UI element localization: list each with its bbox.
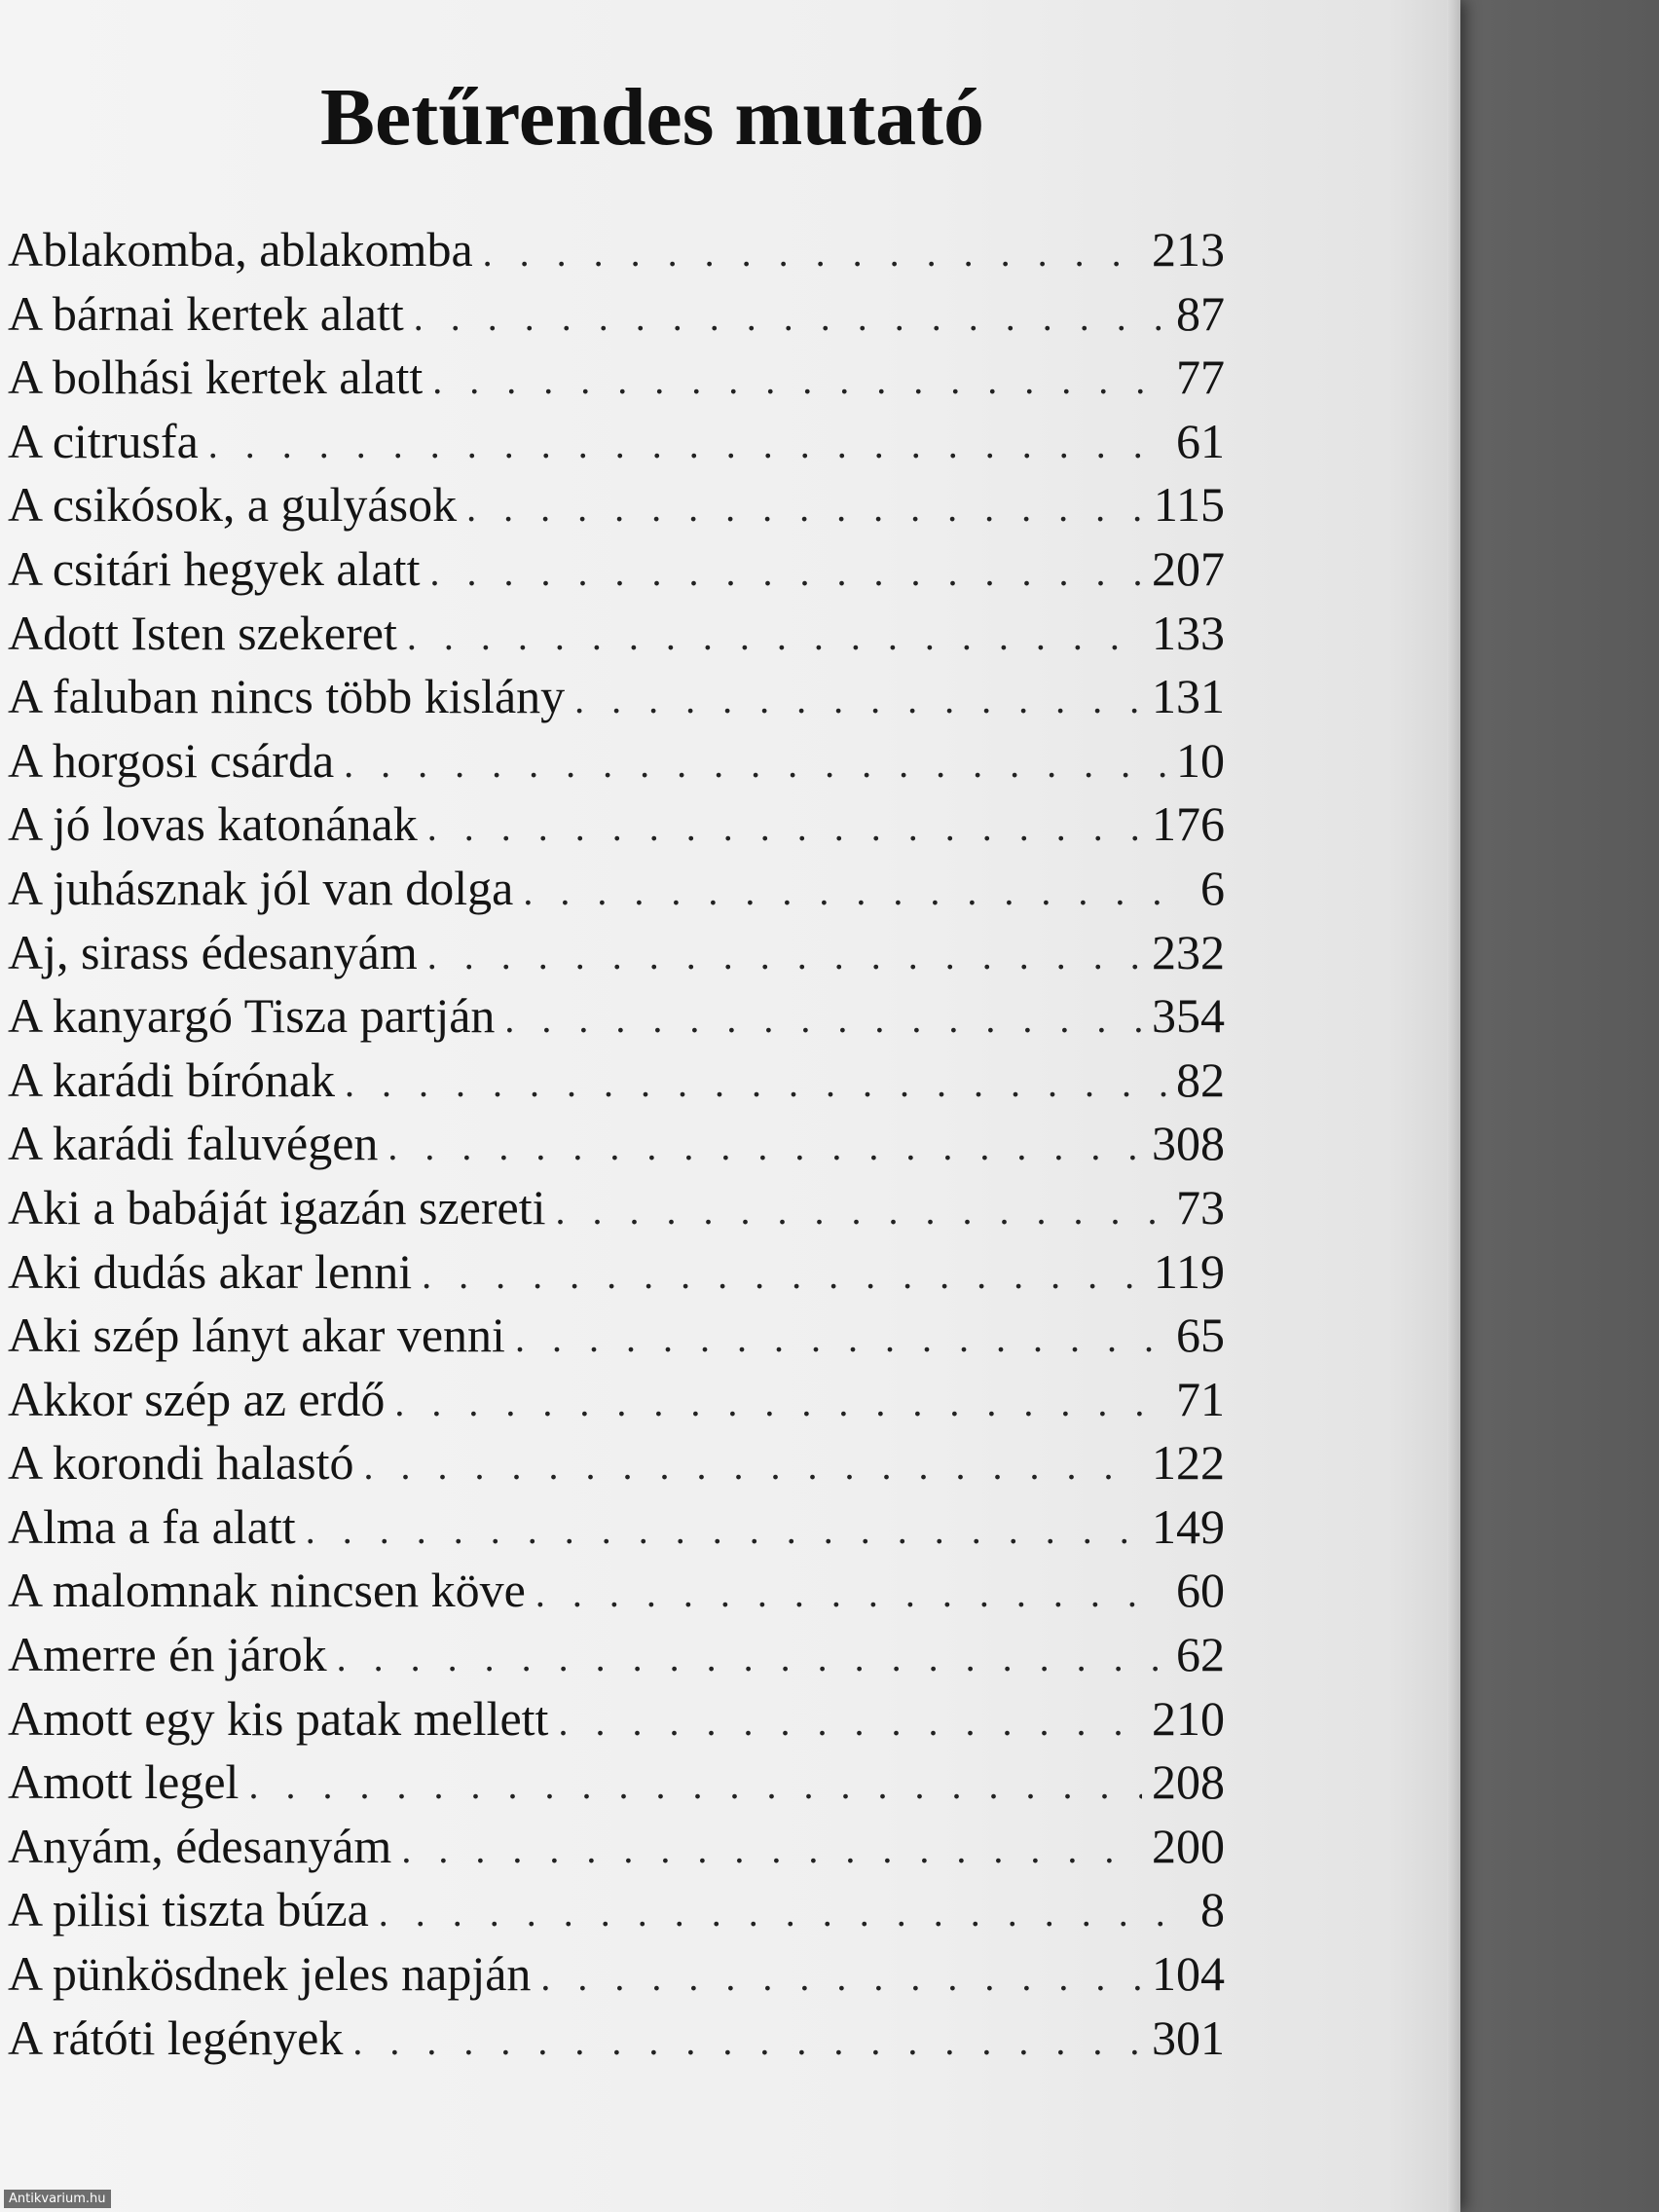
index-entry (8, 1049, 1225, 1113)
entry-title: Akkor szép az erdő (8, 1371, 386, 1426)
dot-leader (394, 1371, 1166, 1435)
entry-title: A pünkösdnek jeles napján (8, 1946, 532, 2002)
entry-title: A csitári hegyek alatt (8, 540, 421, 596)
entry-page-number: 71 (1176, 1371, 1225, 1426)
index-entry (8, 1559, 1225, 1623)
entry-page-number: 104 (1152, 1946, 1225, 2002)
entry-title: A csikósok, a gulyások (8, 477, 458, 533)
entry-page-number: 122 (1152, 1435, 1225, 1491)
dot-leader (306, 1498, 1142, 1563)
entry-title: A korondi halastó (8, 1435, 354, 1491)
dot-leader (414, 285, 1166, 350)
dot-leader (558, 1690, 1142, 1754)
entry-page-number: 61 (1176, 413, 1225, 468)
entry-title: A malomnak nincsen köve (8, 1563, 526, 1618)
entry-title: A rátóti legények (8, 2009, 344, 2065)
entry-page-number: 60 (1176, 1563, 1225, 1618)
entry-page-number: 207 (1152, 540, 1225, 596)
entry-page-number: 8 (1200, 1882, 1225, 1937)
entry-page-number: 208 (1152, 1754, 1225, 1810)
index-entry (8, 346, 1225, 410)
dot-leader (248, 1753, 1142, 1818)
entry-title: Amott legel (8, 1754, 240, 1810)
entry-title: Adott Isten szekeret (8, 605, 397, 660)
entry-page-number: 77 (1176, 350, 1225, 405)
entry-page-number: 213 (1152, 222, 1225, 276)
index-entry (8, 984, 1225, 1049)
index-entry (8, 665, 1225, 729)
index-entry (8, 1878, 1225, 1942)
entry-title: A horgosi csárda (8, 732, 335, 788)
dot-leader (515, 1307, 1166, 1371)
entry-title: Aki szép lányt akar venni (8, 1308, 505, 1363)
entry-page-number: 82 (1176, 1051, 1225, 1107)
index-entry (8, 1240, 1225, 1305)
entry-page-number: 10 (1176, 732, 1225, 788)
watermark-label: Antikvarium.hu (4, 2190, 111, 2208)
entry-page-number: 308 (1152, 1116, 1225, 1171)
dot-leader (337, 1626, 1166, 1690)
index-entry (8, 1623, 1225, 1687)
dot-leader (466, 476, 1144, 540)
entry-page-number: 149 (1152, 1498, 1225, 1554)
dot-leader (364, 1434, 1142, 1498)
dot-leader (504, 987, 1142, 1051)
entry-page-number: 133 (1152, 605, 1225, 660)
entry-page-number: 200 (1152, 1818, 1225, 1873)
page-edge (1447, 0, 1460, 2212)
index-entry (8, 1687, 1225, 1751)
dot-leader (345, 1051, 1166, 1116)
dot-leader (407, 605, 1142, 669)
entry-title: A jó lovas katonának (8, 796, 418, 852)
index-entry (8, 282, 1225, 347)
index-entry (8, 1815, 1225, 1879)
index-entry (8, 1176, 1225, 1240)
entry-title: Amerre én járok (8, 1627, 327, 1682)
entry-page-number: 87 (1176, 285, 1225, 341)
entry-title: A kanyargó Tisza partján (8, 988, 496, 1044)
index-entry (8, 473, 1225, 537)
entry-page-number: 131 (1152, 669, 1225, 724)
entry-title: A bárnai kertek alatt (8, 285, 404, 341)
index-entry (8, 1304, 1225, 1368)
index-entry (8, 729, 1225, 793)
entry-title: Aki a babáját igazán szereti (8, 1179, 546, 1235)
index-list (8, 218, 1225, 2070)
entry-page-number: 354 (1152, 988, 1225, 1044)
dot-leader (427, 924, 1142, 988)
entry-title: Aj, sirass édesanyám (8, 924, 418, 979)
dot-leader (432, 349, 1166, 413)
dot-leader (523, 860, 1176, 924)
index-entry (8, 1751, 1225, 1815)
entry-title: A bolhási kertek alatt (8, 350, 424, 405)
entry-title: A pilisi tiszta búza (8, 1882, 369, 1937)
index-entry (8, 1368, 1225, 1432)
dot-leader (574, 668, 1142, 732)
dot-leader (429, 540, 1142, 605)
entry-page-number: 232 (1152, 924, 1225, 979)
index-entry (8, 1112, 1225, 1176)
entry-title: Aki dudás akar lenni (8, 1243, 413, 1299)
index-entry (8, 1495, 1225, 1560)
index-entry (8, 793, 1225, 857)
dot-leader (535, 1562, 1166, 1626)
entry-page-number: 73 (1176, 1179, 1225, 1235)
entry-page-number: 62 (1176, 1627, 1225, 1682)
entry-page-number: 301 (1152, 2009, 1225, 2065)
entry-title: Anyám, édesanyám (8, 1818, 392, 1873)
index-entry (8, 1942, 1225, 2007)
index-entry (8, 537, 1225, 602)
dot-leader (352, 2009, 1142, 2074)
entry-title: Amott egy kis patak mellett (8, 1690, 549, 1746)
entry-page-number: 119 (1153, 1243, 1225, 1299)
index-entry (8, 410, 1225, 474)
dot-leader (556, 1179, 1167, 1243)
index-entry (8, 1431, 1225, 1495)
dot-leader (344, 732, 1166, 796)
index-entry (8, 218, 1225, 282)
entry-title: A faluban nincs több kislány (8, 669, 566, 724)
index-entry (8, 857, 1225, 921)
dot-leader (422, 1243, 1144, 1308)
dot-leader (427, 795, 1142, 860)
entry-title: A karádi bírónak (8, 1051, 336, 1107)
index-entry (8, 602, 1225, 666)
entry-page-number: 6 (1200, 860, 1225, 915)
dot-leader (387, 1115, 1142, 1179)
dot-leader (540, 1945, 1142, 2009)
dot-leader (483, 221, 1142, 285)
entry-page-number: 65 (1176, 1308, 1225, 1363)
entry-title: A citrusfa (8, 413, 199, 468)
entry-page-number: 210 (1152, 1690, 1225, 1746)
page-title: Betűrendes mutató (319, 72, 985, 163)
dot-leader (379, 1881, 1176, 1945)
index-entry (8, 2007, 1225, 2071)
dot-leader (401, 1818, 1142, 1882)
entry-title: A juhásznak jól van dolga (8, 860, 514, 915)
dot-leader (208, 413, 1166, 477)
entry-page-number: 115 (1153, 477, 1225, 533)
index-entry (8, 921, 1225, 985)
entry-title: Alma a fa alatt (8, 1498, 296, 1554)
entry-page-number: 176 (1152, 796, 1225, 852)
entry-title: A karádi faluvégen (8, 1116, 379, 1171)
entry-title: Ablakomba, ablakomba (8, 222, 473, 276)
